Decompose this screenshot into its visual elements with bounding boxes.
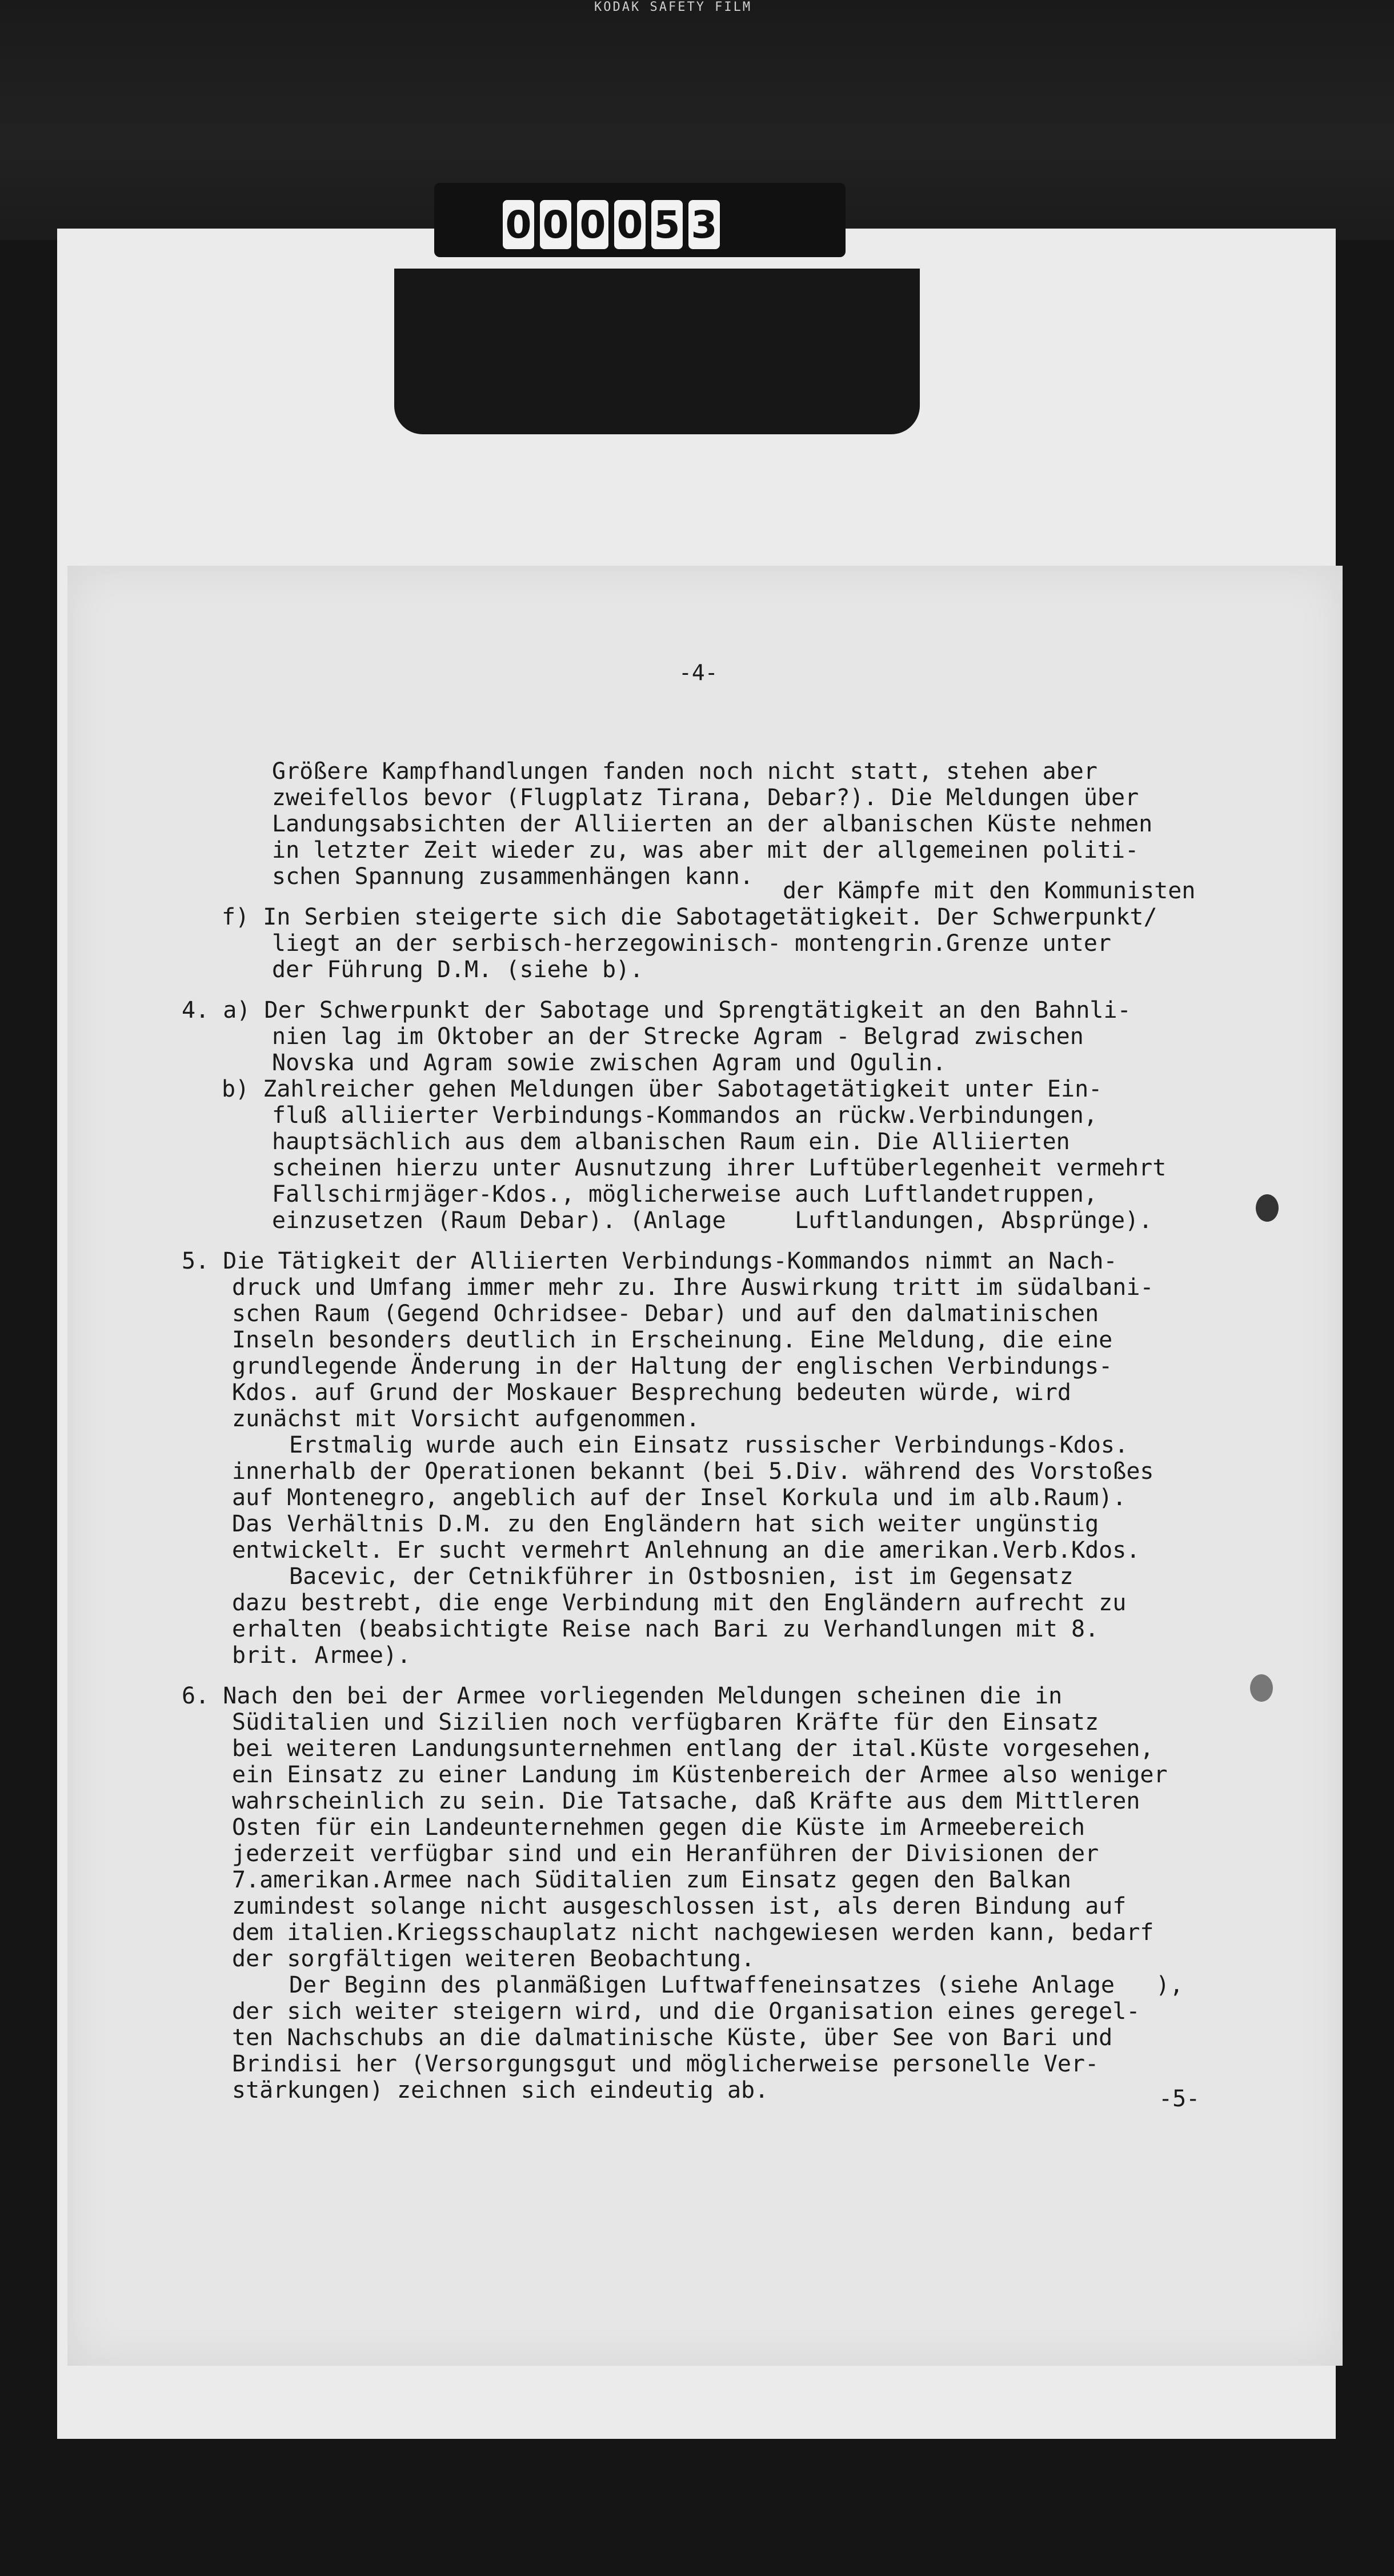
text-line: Inseln besonders deutlich in Erscheinung. Eine Meldung, die eine [232,1327,1113,1353]
text-line: auf Montenegro, angeblich auf der Insel Korkula und im alb.Raum). [232,1485,1127,1511]
text-line: der sich weiter steigern wird, und die Organisation eines geregel- [232,1998,1140,2025]
text-line: 5. Die Tätigkeit der Alliierten Verbindungs-Kommandos nimmt an Nach- [182,1248,1117,1274]
text-line: in letzter Zeit wieder zu, was aber mit der allgemeinen politi- [272,837,1139,863]
text-line: scheinen hierzu unter Ausnutzung ihrer Luftüberlegenheit vermehrt [272,1155,1167,1181]
text-line: hauptsächlich aus dem albanischen Raum ein. Die Alliierten [272,1129,1070,1155]
film-edge-label: KODAK SAFETY FILM [594,0,752,14]
text-line: 7.amerikan.Armee nach Süditalien zum Einsatz gegen den Balkan [232,1867,1072,1893]
text-line: zumindest solange nicht ausgeschlossen ist, als deren Bindung auf [232,1893,1127,1919]
text-line: schen Raum (Gegend Ochridsee- Debar) und auf den dalmatinischen [232,1301,1099,1327]
text-line: zunächst mit Vorsicht aufgenommen. [232,1406,700,1432]
text-line: Das Verhältnis D.M. zu den Engländern hat sich weiter ungünstig [232,1511,1099,1537]
text-line: liegt an der serbisch-herzegowinisch- montengrin.Grenze unter [272,930,1112,957]
text-line: 4. a) Der Schwerpunkt der Sabotage und Sprengtätigkeit an den Bahnli- [182,997,1131,1023]
document-page [67,566,1343,2366]
next-page-marker: -5- [1159,2086,1200,2112]
counter-holder [394,269,920,434]
text-line: Fallschirmjäger-Kdos., möglicherweise auch Luftlandetruppen, [272,1181,1097,1207]
text-line: wahrscheinlich zu sein. Die Tatsache, daß Kräfte aus dem Mittleren [232,1788,1140,1814]
text-line: 6. Nach den bei der Armee vorliegenden Meldungen scheinen die in [182,1683,1063,1709]
text-line: Kdos. auf Grund der Moskauer Besprechung bedeuten würde, wird [232,1379,1072,1406]
text-line: der sorgfältigen weiteren Beobachtung. [232,1946,755,1972]
text-line: innerhalb der Operationen bekannt (bei 5.Div. während des Vorstoßes [232,1458,1154,1485]
text-line: Novska und Agram sowie zwischen Agram und Ogulin. [272,1050,947,1076]
text-line: druck und Umfang immer mehr zu. Ihre Auswirkung tritt im südalbani- [232,1274,1154,1301]
text-line: grundlegende Änderung in der Haltung der englischen Verbindungs- [232,1353,1113,1379]
counter-digit: 5 [651,200,683,249]
ink-smudge [1250,1674,1273,1702]
text-line: dem italien.Kriegsschauplatz nicht nachgewiesen werden kann, bedarf [232,1919,1154,1946]
counter-digit: 0 [577,200,608,249]
text-line: der Führung D.M. (siehe b). [272,957,644,983]
text-line: Der Beginn des planmäßigen Luftwaffeneinsatzes (siehe Anlage ), [289,1972,1184,1998]
text-line: Süditalien und Sizilien noch verfügbaren Kräfte für den Einsatz [232,1709,1099,1735]
counter-digit: 0 [540,200,571,249]
counter-digit: 0 [614,200,646,249]
counter-digit: 3 [688,200,720,249]
text-line: ten Nachschubs an die dalmatinische Küste, über See von Bari und [232,2025,1113,2051]
text-line: dazu bestrebt, die enge Verbindung mit den Engländern aufrecht zu [232,1590,1127,1616]
text-line: bei weiteren Landungsunternehmen entlang der ital.Küste vorgesehen, [232,1735,1154,1762]
text-line: ein Einsatz zu einer Landung im Küstenbereich der Armee also weniger [232,1762,1168,1788]
text-line: b) Zahlreicher gehen Meldungen über Sabotagetätigkeit unter Ein- [222,1076,1103,1102]
text-line: erhalten (beabsichtigte Reise nach Bari zu Verhandlungen mit 8. [232,1616,1099,1642]
text-line: Osten für ein Landeunternehmen gegen die Küste im Armeebereich [232,1814,1085,1841]
text-line: der Kämpfe mit den Kommunisten [783,878,1196,904]
text-line: jederzeit verfügbar sind und ein Heranführen der Divisionen der [232,1841,1099,1867]
text-line: Bacevic, der Cetnikführer in Ostbosnien, ist im Gegensatz [289,1563,1073,1590]
text-line: brit. Armee). [232,1642,411,1669]
text-line: entwickelt. Er sucht vermehrt Anlehnung an die amerikan.Verb.Kdos. [232,1537,1140,1563]
text-line: Brindisi her (Versorgungsgut und möglicherweise personelle Ver- [232,2051,1099,2077]
frame-counter-digits [503,200,720,249]
text-line: fluß alliierter Verbindungs-Kommandos an rückw.Verbindungen, [272,1102,1097,1129]
text-line: f) In Serbien steigerte sich die Sabotagetätigkeit. Der Schwerpunkt/ [222,904,1157,930]
ink-smudge [1256,1194,1279,1222]
text-line: Größere Kampfhandlungen fanden noch nicht statt, stehen aber [272,758,1097,785]
text-line: schen Spannung zusammenhängen kann. [272,863,754,890]
text-line: zweifellos bevor (Flugplatz Tirana, Debar?). Die Meldungen über [272,785,1139,811]
text-line: einzusetzen (Raum Debar). (Anlage Luftlandungen, Absprünge). [272,1207,1153,1234]
counter-digit: 0 [503,200,534,249]
text-line: Erstmalig wurde auch ein Einsatz russischer Verbindungs-Kdos. [289,1432,1129,1458]
page-number: -4- [679,660,718,685]
text-line: Landungsabsichten der Alliierten an der albanischen Küste nehmen [272,811,1153,837]
text-line: nien lag im Oktober an der Strecke Agram - Belgrad zwischen [272,1023,1084,1050]
text-line: stärkungen) zeichnen sich eindeutig ab. [232,2077,769,2103]
